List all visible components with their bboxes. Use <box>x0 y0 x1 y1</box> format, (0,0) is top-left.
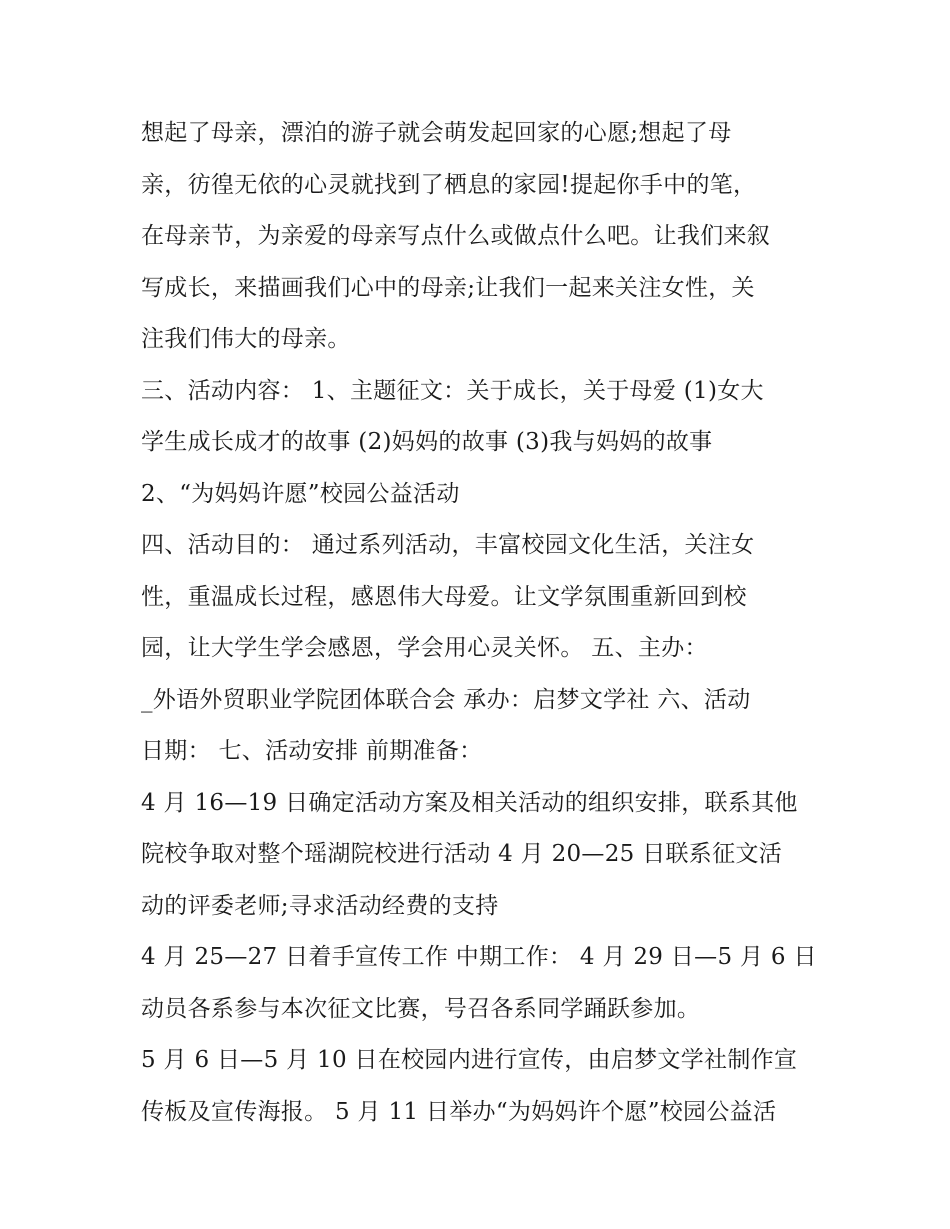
text-line-8: 2、“为妈妈许愿”校园公益活动 <box>141 480 460 507</box>
text-line-19: 5 月 6 日—5 月 10 日在校园内进行宣传，由启梦文学社制作宣 <box>141 1047 798 1073</box>
text-line-17: 4 月 25—27 日着手宣传工作 中期工作： 4 月 29 日—5 月 6 日 <box>141 944 817 970</box>
text-line-16: 动的评委老师;寻求活动经费的支持 <box>141 892 499 919</box>
text-line-20: 传板及宣传海报。 5 月 11 日举办“为妈妈许个愿”校园公益活 <box>141 1098 777 1125</box>
text-line-14: 4 月 16—19 日确定活动方案及相关活动的组织安排，联系其他 <box>141 789 798 816</box>
text-line-4: 写成长，来描画我们心中的母亲;让我们一起来关注女性，关 <box>141 274 755 301</box>
text-line-11: 园，让大学生学会感恩，学会用心灵关怀。 五、主办： <box>141 635 708 661</box>
body-text <box>141 108 821 1138</box>
text-line-1: 想起了母亲，漂泊的游子就会萌发起回家的心愿;想起了母 <box>141 120 732 146</box>
text-line-13: 日期： 七、活动安排 前期准备： <box>141 738 483 764</box>
text-line-15: 院校争取对整个瑶湖院校进行活动 4 月 20—25 日联系征文活 <box>141 841 783 867</box>
text-line-9: 四、活动目的： 通过系列活动，丰富校园文化生活，关注女 <box>141 532 755 558</box>
text-line-7: 学生成长成才的故事 (2)妈妈的故事 (3)我与妈妈的故事 <box>141 429 713 455</box>
text-line-5: 注我们伟大的母亲。 <box>141 326 351 352</box>
text-line-6: 三、活动内容： 1、主题征文：关于成长，关于母爱 (1)女大 <box>141 377 764 404</box>
text-line-12: _外语外贸职业学院团体联合会 承办：启梦文学社 六、活动 <box>141 686 751 713</box>
text-line-3: 在母亲节，为亲爱的母亲写点什么或做点什么吧。让我们来叙 <box>141 223 771 249</box>
text-line-2: 亲，彷徨无依的心灵就找到了栖息的家园!提起你手中的笔， <box>141 171 757 198</box>
text-line-18: 动员各系参与本次征文比赛，号召各系同学踊跃参加。 <box>141 995 701 1022</box>
text-line-10: 性，重温成长过程，感恩伟大母爱。让文学氛围重新回到校 <box>141 583 747 610</box>
